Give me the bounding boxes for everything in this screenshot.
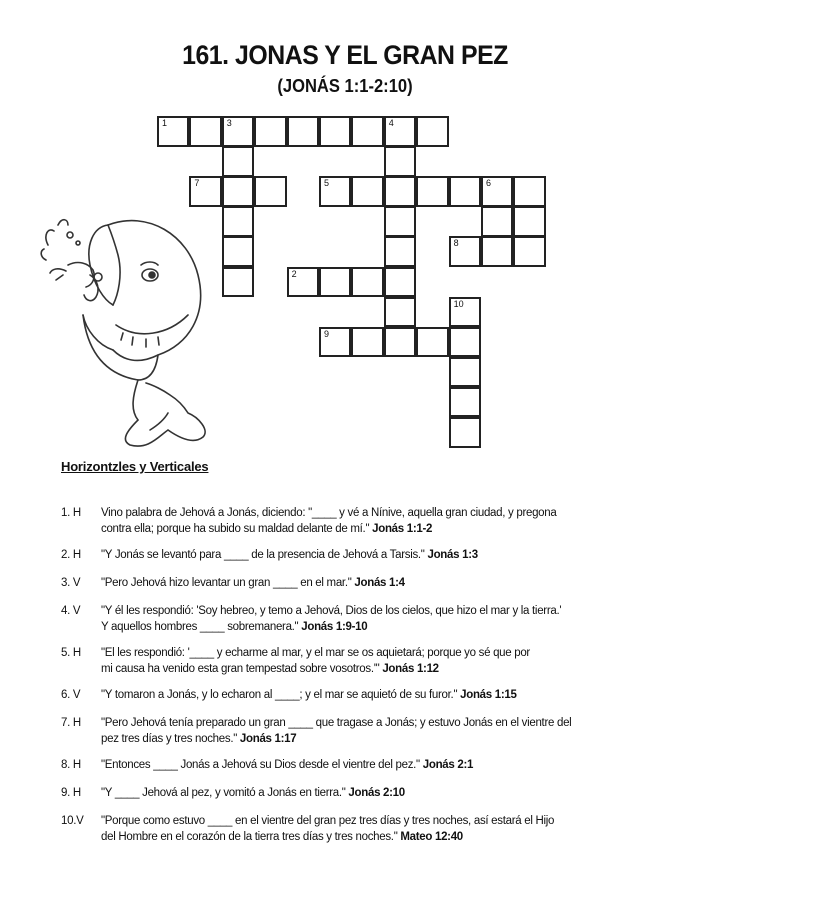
clue-text: "Y tomaron a Jonás, y lo echaron al ____; y el mar se aquietó de su furor." Jonás 1:15: [101, 689, 517, 701]
clue-number: 3: [226, 118, 232, 128]
crossword-cell[interactable]: [222, 146, 254, 177]
clue-label: 10.V: [61, 815, 84, 827]
crossword-cell[interactable]: [254, 116, 286, 147]
scripture-reference: Jonás 1:1-2: [372, 523, 433, 535]
clue-label: 5. H: [61, 647, 81, 659]
crossword-cell[interactable]: [449, 176, 481, 207]
crossword-cell[interactable]: [351, 116, 383, 147]
crossword-cell[interactable]: [189, 116, 221, 147]
crossword-cell[interactable]: [449, 327, 481, 358]
clue-text: "El les respondió: '____ y echarme al mar, y el mar se os aquietará; porque yo sé que por mi causa ha venido esta gran tempestad sobre vosotros.'" Jonás 1:12: [101, 647, 530, 675]
clue-label: 1. H: [61, 507, 81, 519]
crossword-cell[interactable]: [481, 206, 513, 237]
crossword-cell[interactable]: [319, 327, 351, 358]
crossword-cell[interactable]: [384, 206, 416, 237]
scripture-reference: Jonás 1:17: [239, 733, 297, 745]
crossword-cell[interactable]: [384, 176, 416, 207]
clue-number: 7: [194, 178, 200, 189]
clue-text: "Y él les respondió: 'Soy hebreo, y temo a Jehová, Dios de los cielos, que hizo el mar y la tierra.' Y aquellos hombres ____ sobremanera." Jonás 1:9-10: [101, 605, 562, 633]
clue-number: 1: [162, 118, 168, 128]
clue-text: "Pero Jehová hizo levantar un gran ____ en el mar." Jonás 1:4: [101, 577, 405, 589]
clue-text: Vino palabra de Jehová a Jonás, diciendo: "____ y vé a Nínive, aquella gran ciudad, y pregona contra ella; porque ha subido su maldad delante de mí." Jonás 1:1-2: [101, 507, 557, 535]
crossword-cell[interactable]: [513, 176, 545, 207]
clue-number: 8: [453, 238, 459, 249]
scripture-reference: Mateo 12:40: [400, 831, 463, 843]
scripture-reference: Jonás 1:3: [427, 549, 478, 561]
clue-label: 3. V: [61, 577, 81, 589]
section-heading: Horizontzles y Verticales: [61, 459, 209, 474]
crossword-cell[interactable]: [416, 327, 448, 358]
crossword-cell[interactable]: [319, 267, 351, 298]
crossword-cell[interactable]: [351, 176, 383, 207]
crossword-cell[interactable]: [384, 236, 416, 267]
clue-text: "Y Jonás se levantó para ____ de la presencia de Jehová a Tarsis." Jonás 1:3: [101, 549, 478, 561]
scripture-reference: Jonás 1:15: [460, 689, 517, 701]
clue-number: 9: [324, 328, 330, 339]
clue-label: 6. V: [61, 689, 81, 701]
clue-label: 2. H: [61, 549, 81, 561]
clue-label: 9. H: [61, 787, 81, 799]
crossword-cell[interactable]: [287, 267, 319, 298]
crossword-cell[interactable]: [481, 176, 513, 207]
clue-text: "Entonces ____ Jonás a Jehová su Dios desde el vientre del pez." Jonás 2:1: [101, 759, 474, 771]
page-title: 161. JONAS Y EL GRAN PEZ: [182, 40, 508, 70]
page-subtitle: (JONÁS 1:1-2:10): [277, 76, 413, 96]
clue-label: 8. H: [61, 759, 81, 771]
clue-label: 4. V: [61, 605, 81, 617]
crossword-cell[interactable]: [384, 116, 416, 147]
scripture-reference: Jonás 1:9-10: [301, 621, 368, 633]
clue-number: 10: [453, 298, 464, 309]
crossword-cell[interactable]: [351, 327, 383, 358]
whale-illustration: [38, 205, 228, 455]
clue-text: "Pero Jehová tenía preparado un gran ____ que tragase a Jonás; y estuvo Jonás en el vientre del pez tres días y tres noches." Jonás 1:17: [101, 717, 572, 745]
crossword-cell[interactable]: [222, 116, 254, 147]
crossword-cell[interactable]: [384, 146, 416, 177]
crossword-cell[interactable]: [449, 387, 481, 418]
clue-text: "Y ____ Jehová al pez, y vomitó a Jonás en tierra." Jonás 2:10: [101, 787, 405, 799]
crossword-cell[interactable]: [254, 176, 286, 207]
crossword-cell[interactable]: [222, 176, 254, 207]
clue-number: 4: [388, 118, 394, 128]
crossword-cell[interactable]: [319, 116, 351, 147]
crossword-cell[interactable]: [384, 327, 416, 358]
crossword-cell[interactable]: [189, 176, 221, 207]
scripture-reference: Jonás 1:12: [382, 663, 439, 675]
crossword-cell[interactable]: [157, 116, 189, 147]
crossword-cell[interactable]: [513, 206, 545, 237]
crossword-cell[interactable]: [416, 116, 448, 147]
crossword-cell[interactable]: [449, 357, 481, 388]
crossword-cell[interactable]: [319, 176, 351, 207]
crossword-cell[interactable]: [449, 236, 481, 267]
clue-label: 7. H: [61, 717, 81, 729]
crossword-cell[interactable]: [384, 267, 416, 298]
clue-number: 2: [291, 268, 297, 279]
scripture-reference: Jonás 1:4: [354, 577, 405, 589]
crossword-cell[interactable]: [351, 267, 383, 298]
clue-number: 5: [324, 178, 330, 189]
scripture-reference: Jonás 2:1: [422, 759, 474, 771]
crossword-cell[interactable]: [449, 417, 481, 448]
scripture-reference: Jonás 2:10: [348, 787, 405, 799]
crossword-cell[interactable]: [384, 297, 416, 328]
crossword-cell[interactable]: [416, 176, 448, 207]
crossword-cell[interactable]: [513, 236, 545, 267]
crossword-cell[interactable]: [449, 297, 481, 328]
clue-number: 6: [486, 178, 492, 189]
crossword-cell[interactable]: [287, 116, 319, 147]
clue-text: "Porque como estuvo ____ en el vientre del gran pez tres días y tres noches, así estará el Hijo del Hombre en el corazón de la tierra tres días y tres noches." Mateo 12:40: [101, 815, 555, 843]
crossword-cell[interactable]: [481, 236, 513, 267]
